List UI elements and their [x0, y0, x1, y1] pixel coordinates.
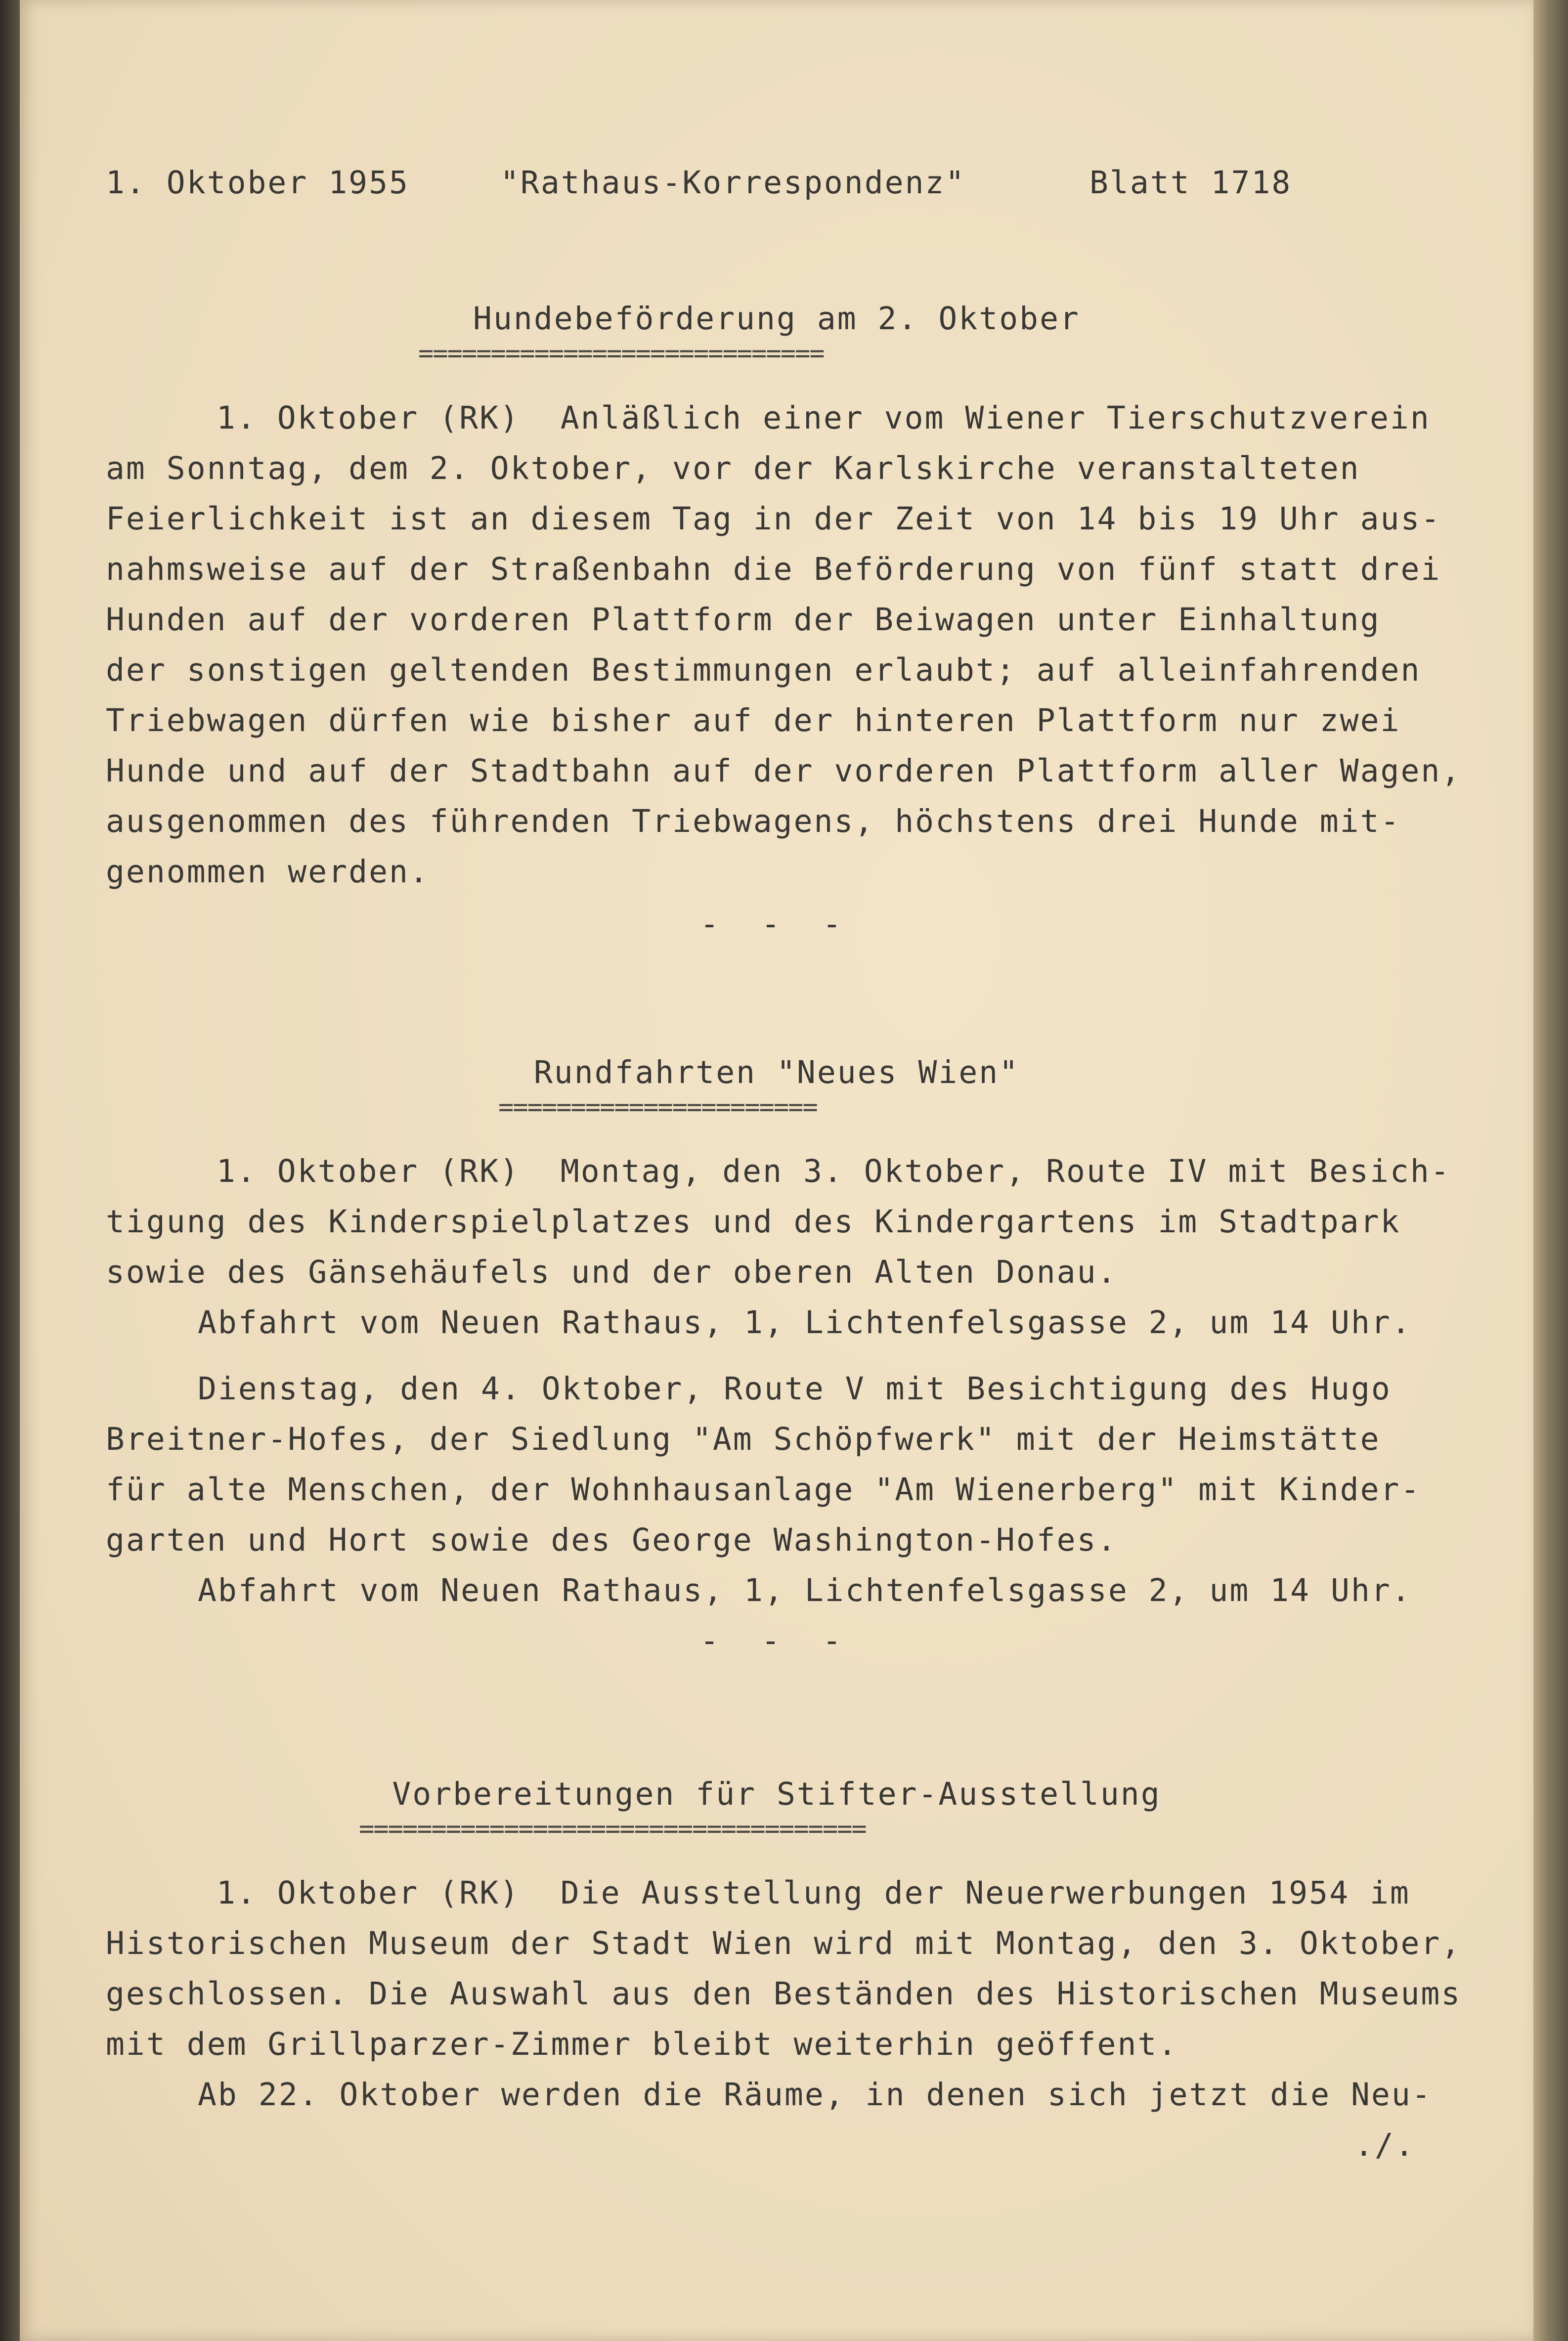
article-line: Abfahrt vom Neuen Rathaus, 1, Lichtenfelsgasse 2, um 14 Uhr. [198, 1572, 1412, 1608]
article-line: 1. Oktober (RK) Anläßlich einer vom Wiener Tierschutzverein [217, 400, 1431, 436]
article-line: Feierlichkeit ist an diesem Tag in der Zeit von 14 bis 19 Uhr aus- [106, 501, 1441, 537]
title-underline: ====================== [498, 1097, 817, 1117]
article-line: Ab 22. Oktober werden die Räume, in denen sich jetzt die Neu- [198, 2077, 1432, 2113]
article-line: tigung des Kinderspielplatzes und des Kindergartens im Stadtpark [106, 1204, 1401, 1240]
article-line: Abfahrt vom Neuen Rathaus, 1, Lichtenfelsgasse 2, um 14 Uhr. [198, 1304, 1412, 1341]
header-publication: "Rathaus-Korrespondenz" [500, 165, 966, 201]
continuation-mark: ./. [1354, 2127, 1415, 2163]
section-separator: - - - [700, 906, 853, 942]
article-line: genommen werden. [106, 854, 430, 890]
article-line: garten und Hort sowie des George Washington-Hofes. [106, 1522, 1118, 1558]
book-binding-left [0, 0, 20, 2341]
article-line: nahmsweise auf der Straßenbahn die Beförderung von fünf statt drei [106, 551, 1441, 587]
article-title: Hundebeförderung am 2. Oktober [473, 301, 1080, 337]
book-binding-right [1533, 0, 1568, 2341]
article-line: ausgenommen des führenden Triebwagens, höchstens drei Hunde mit- [106, 803, 1401, 839]
article-line: sowie des Gänsehäufels und der oberen Alten Donau. [106, 1254, 1118, 1290]
title-underline: ============================ [418, 344, 824, 363]
article-line: 1. Oktober (RK) Die Ausstellung der Neuerwerbungen 1954 im [217, 1875, 1410, 1911]
article-line: Hunde und auf der Stadtbahn auf der vorderen Plattform aller Wagen, [106, 753, 1462, 789]
document-page [20, 0, 1533, 2341]
article-title: Rundfahrten "Neues Wien" [533, 1054, 1020, 1090]
article-line: mit dem Grillparzer-Zimmer bleibt weiterhin geöffent. [106, 2026, 1178, 2062]
article-line: Triebwagen dürfen wie bisher auf der hinteren Plattform nur zwei [106, 702, 1401, 738]
header-sheet: Blatt 1718 [1089, 165, 1292, 201]
article-line: für alte Menschen, der Wohnhausanlage "Am Wienerberg" mit Kinder- [106, 1472, 1421, 1508]
article-line: geschlossen. Die Auswahl aus den Beständen des Historischen Museums [106, 1976, 1462, 2012]
article-line: 1. Oktober (RK) Montag, den 3. Oktober, Route IV mit Besich- [217, 1153, 1451, 1189]
title-underline: =================================== [359, 1819, 866, 1839]
header-date: 1. Oktober 1955 [106, 165, 409, 201]
article-line: Hunden auf der vorderen Plattform der Beiwagen unter Einhaltung [106, 602, 1381, 638]
article-line: der sonstigen geltenden Bestimmungen erlaubt; auf alleinfahrenden [106, 652, 1421, 688]
section-separator: - - - [700, 1623, 853, 1659]
article-title: Vorbereitungen für Stifter-Ausstellung [392, 1776, 1161, 1812]
article-line: Breitner-Hofes, der Siedlung "Am Schöpfwerk" mit der Heimstätte [106, 1421, 1381, 1457]
article-line: Dienstag, den 4. Oktober, Route V mit Besichtigung des Hugo [198, 1371, 1392, 1407]
article-line: Historischen Museum der Stadt Wien wird mit Montag, den 3. Oktober, [106, 1925, 1462, 1961]
article-line: am Sonntag, dem 2. Oktober, vor der Karlskirche veranstalteten [106, 450, 1360, 486]
